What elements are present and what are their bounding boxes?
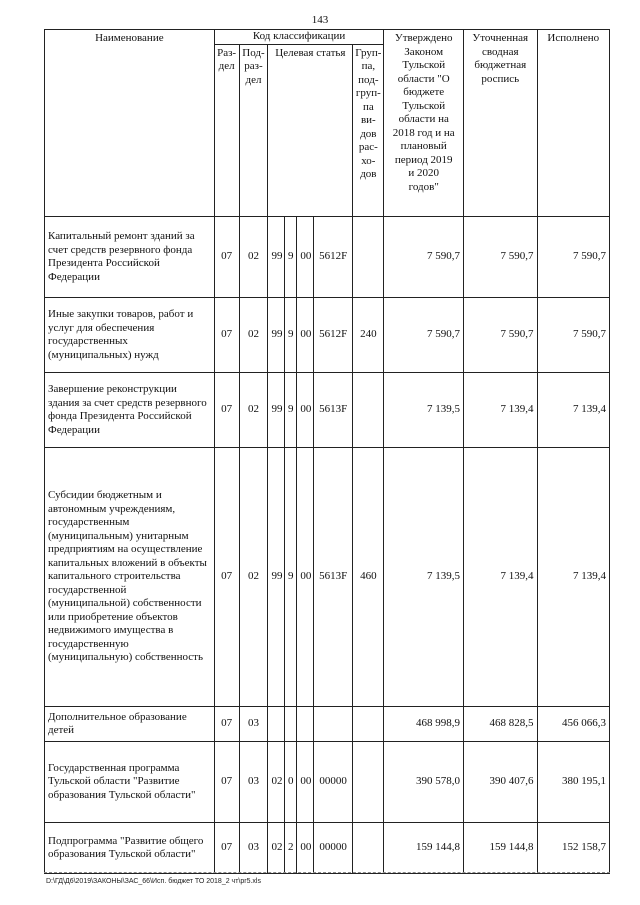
row-podrazdel: 03	[239, 823, 268, 874]
row-approved: 159 144,8	[384, 823, 464, 874]
row-ts-subprogram: 0	[285, 742, 297, 823]
row-ts-program: 02	[268, 823, 285, 874]
header-name: Наименование	[45, 30, 215, 217]
row-razdel: 07	[214, 298, 239, 373]
row-name: Капитальный ремонт зданий за счет средств резервного фонда Президента Российской Федерации	[45, 217, 215, 298]
row-ts-direction: 5613F	[313, 448, 352, 707]
row-ts-program: 99	[268, 298, 285, 373]
row-ts-direction: 5613F	[313, 373, 352, 448]
row-ts-subprogram: 9	[285, 217, 297, 298]
row-ts-event: 00	[297, 823, 314, 874]
row-ts-subprogram	[285, 707, 297, 742]
header-code-group: Код классификации	[214, 30, 384, 45]
row-ts-event: 00	[297, 217, 314, 298]
row-vid	[353, 707, 384, 742]
row-razdel: 07	[214, 742, 239, 823]
row-vid: 240	[353, 298, 384, 373]
header-podrazdel: Под- раз- дел	[239, 44, 268, 217]
row-vid	[353, 373, 384, 448]
row-ts-program: 99	[268, 217, 285, 298]
row-ts-direction: 00000	[313, 742, 352, 823]
row-refined: 468 828,5	[464, 707, 537, 742]
row-razdel: 07	[214, 373, 239, 448]
row-ts-direction: 5612F	[313, 217, 352, 298]
row-executed: 7 139,4	[537, 448, 610, 707]
header-approved: Утверждено Законом Тульской области "О бюджете Тульской области на 2018 год и на плановый период 2019 и 2020 годов"	[384, 30, 464, 217]
row-podrazdel: 02	[239, 373, 268, 448]
row-name: Субсидии бюджетным и автономным учреждениям, государственным (муниципальным) унитарным предприятиям на осуществление капитальных вложений в объекты капитального строительства государственной (муниципальной) собственности или приобретение объектов недвижимого имущества в государственную (муниципальную) собственность	[45, 448, 215, 707]
row-refined: 159 144,8	[464, 823, 537, 874]
row-podrazdel: 03	[239, 707, 268, 742]
row-ts-event: 00	[297, 742, 314, 823]
row-ts-event: 00	[297, 298, 314, 373]
row-refined: 7 590,7	[464, 298, 537, 373]
row-refined: 7 139,4	[464, 373, 537, 448]
row-approved: 390 578,0	[384, 742, 464, 823]
header-vid: Груп- па, под- груп- па ви- дов рас- хо- дов	[353, 44, 384, 217]
row-name: Завершение реконструкции здания за счет средств резервного фонда Президента Российской Федерации	[45, 373, 215, 448]
row-ts-direction: 00000	[313, 823, 352, 874]
row-vid	[353, 217, 384, 298]
row-ts-event: 00	[297, 373, 314, 448]
row-vid	[353, 742, 384, 823]
row-razdel: 07	[214, 823, 239, 874]
header-executed: Исполнено	[537, 30, 610, 217]
file-path-footer: D:\ГД\Д6\2019\ЗАКОНЫ\ЗАС_66\Исп. бюджет ТО 2018_2 чт\pr5.xls	[46, 878, 261, 885]
row-ts-program	[268, 707, 285, 742]
row-razdel: 07	[214, 217, 239, 298]
row-vid	[353, 823, 384, 874]
row-executed: 152 158,7	[537, 823, 610, 874]
row-name: Дополнительное образование детей	[45, 707, 215, 742]
row-ts-program: 99	[268, 373, 285, 448]
footer-divider	[44, 872, 610, 873]
row-refined: 7 590,7	[464, 217, 537, 298]
row-executed: 7 590,7	[537, 298, 610, 373]
row-executed: 380 195,1	[537, 742, 610, 823]
table-row	[45, 448, 610, 707]
header-razdel: Раз- дел	[214, 44, 239, 217]
table-row	[45, 373, 610, 448]
row-ts-subprogram: 9	[285, 448, 297, 707]
table-row	[45, 823, 610, 874]
row-ts-direction	[313, 707, 352, 742]
row-approved: 7 590,7	[384, 298, 464, 373]
header-row-top	[45, 30, 610, 45]
row-executed: 7 139,4	[537, 373, 610, 448]
table-row	[45, 217, 610, 298]
row-name: Подпрограмма "Развитие общего образования Тульской области"	[45, 823, 215, 874]
row-approved: 7 139,5	[384, 448, 464, 707]
row-ts-program: 02	[268, 742, 285, 823]
row-ts-direction: 5612F	[313, 298, 352, 373]
row-razdel: 07	[214, 448, 239, 707]
row-executed: 7 590,7	[537, 217, 610, 298]
row-name: Иные закупки товаров, работ и услуг для обеспечения государственных (муниципальных) нужд	[45, 298, 215, 373]
row-refined: 390 407,6	[464, 742, 537, 823]
row-name: Государственная программа Тульской области "Развитие образования Тульской области"	[45, 742, 215, 823]
row-podrazdel: 02	[239, 448, 268, 707]
row-razdel: 07	[214, 707, 239, 742]
row-refined: 7 139,4	[464, 448, 537, 707]
table-row	[45, 707, 610, 742]
row-approved: 468 998,9	[384, 707, 464, 742]
row-podrazdel: 03	[239, 742, 268, 823]
row-approved: 7 590,7	[384, 217, 464, 298]
row-podrazdel: 02	[239, 217, 268, 298]
header-refined: Уточненная сводная бюджетная роспись	[464, 30, 537, 217]
row-ts-subprogram: 2	[285, 823, 297, 874]
table-row	[45, 742, 610, 823]
row-ts-subprogram: 9	[285, 298, 297, 373]
budget-table	[44, 29, 610, 874]
row-approved: 7 139,5	[384, 373, 464, 448]
row-podrazdel: 02	[239, 298, 268, 373]
row-vid: 460	[353, 448, 384, 707]
row-ts-program: 99	[268, 448, 285, 707]
row-ts-event	[297, 707, 314, 742]
row-ts-subprogram: 9	[285, 373, 297, 448]
table-row	[45, 298, 610, 373]
row-ts-event: 00	[297, 448, 314, 707]
page-number: 143	[311, 14, 329, 26]
header-target: Целевая статья	[268, 44, 353, 217]
row-executed: 456 066,3	[537, 707, 610, 742]
